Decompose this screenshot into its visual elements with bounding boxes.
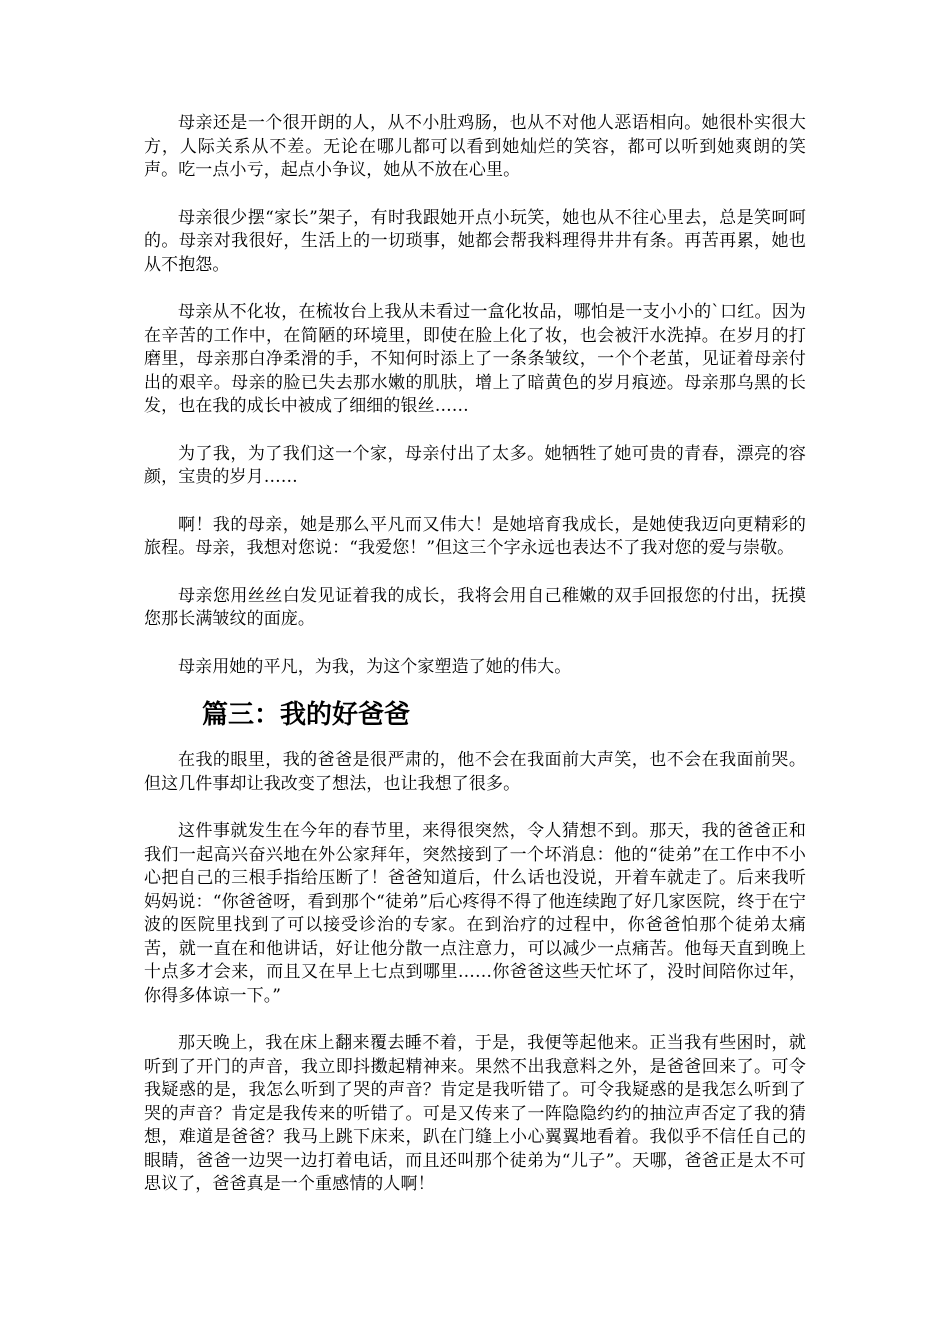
paragraph-mother-white-hair: 母亲您用丝丝白发见证着我的成长，我将会用自己稚嫩的双手回报您的付出，抚摸您那长满皱纹的面庞。 [144, 585, 806, 629]
paragraph-mother-cheerful: 母亲还是一个很开朗的人，从不小肚鸡肠，也从不对他人恶语相向。她很朴实很大方，人际关系从不差。无论在哪儿都可以看到她灿烂的笑容，都可以听到她爽朗的笑声。吃一点小亏，起点小争议，她从不放在心里。 [144, 113, 806, 180]
paragraph-father-night-call: 那天晚上，我在床上翻来覆去睡不着，于是，我便等起他来。正当我有些困时，就听到了开门的声音，我立即抖擞起精神来。果然不出我意料之外，是爸爸回来了。可令我疑惑的是，我怎么听到了哭的声音？肯定是我听错了。可令我疑惑的是我怎么听到了哭的声音？肯定是我传来的听错了。可是又传来了一阵隐隐约约的抽泣声否定了我的猜想，难道是爸爸？我马上跳下床来，趴在门缝上小心翼翼地看着。我似乎不信任自己的眼睛，爸爸一边哭一边打着电话，而且还叫那个徒弟为“儿子”。天哪，爸爸正是太不可思议了，爸爸真是一个重感情的人啊！ [144, 1033, 806, 1194]
paragraph-father-serious: 在我的眼里，我的爸爸是很严肃的，他不会在我面前大声笑，也不会在我面前哭。但这几件事却让我改变了想法，也让我想了很多。 [144, 750, 806, 794]
paragraph-mother-great: 啊！我的母亲，她是那么平凡而又伟大！是她培育我成长，是她使我迈向更精彩的旅程。母亲，我想对您说：“我爱您！”但这三个字永远也表达不了我对您的爱与崇敬。 [144, 514, 806, 558]
document-page [144, 112, 806, 1221]
paragraph-mother-sacrifice: 为了我，为了我们这一个家，母亲付出了太多。她牺牲了她可贵的青春，漂亮的容颜，宝贵的岁月…… [144, 443, 806, 487]
paragraph-mother-no-makeup: 母亲从不化妆，在梳妆台上我从未看过一盒化妆品，哪怕是一支小小的`口红。因为在辛苦的工作中，在简陋的环境里，即使在脸上化了妆，也会被汗水洗掉。在岁月的打磨里，母亲那白净柔滑的手，不知何时添上了一条条皱纹，一个个老茧，见证着母亲付出的艰辛。母亲的脸已失去那水嫩的肌肤，增上了暗黄色的岁月痕迹。母亲那乌黑的长发，也在我的成长中被成了细细的银丝…… [144, 302, 806, 416]
paragraph-mother-no-airs: 母亲很少摆“家长”架子，有时我跟她开点小玩笑，她也从不往心里去，总是笑呵呵的。母亲对我很好，生活上的一切琐事，她都会帮我料理得井井有条。再苦再累，她也从不抱怨。 [144, 207, 806, 275]
paragraph-mother-ordinary: 母亲用她的平凡，为我，为这个家塑造了她的伟大。 [178, 656, 572, 677]
paragraph-father-spring-festival: 这件事就发生在今年的春节里，来得很突然，令人猜想不到。那天，我的爸爸正和我们一起高兴奋兴地在外公家拜年，突然接到了一个坏消息：他的“徒弟”在工作中不小心把自己的三根手指给压断了！爸爸知道后，什么话也没说，开着车就走了。后来我听妈妈说：“你爸爸呀，看到那个“徒弟”后心疼得不得了他连续跑了好几家医院，终于在宁波的医院里找到了可以接受诊治的专家。在到治疗的过程中，你爸爸怕那个徒弟太痛苦，就一直在和他讲话，好让他分散一点注意力，可以减少一点痛苦。他每天直到晚上十点多才会来，而且又在早上七点到哪里……你爸爸这些天忙坏了，没时间陪你过年，你得多体谅一下。” [144, 821, 806, 1006]
section-three-title: 篇三：我的好爸爸 [202, 700, 411, 730]
